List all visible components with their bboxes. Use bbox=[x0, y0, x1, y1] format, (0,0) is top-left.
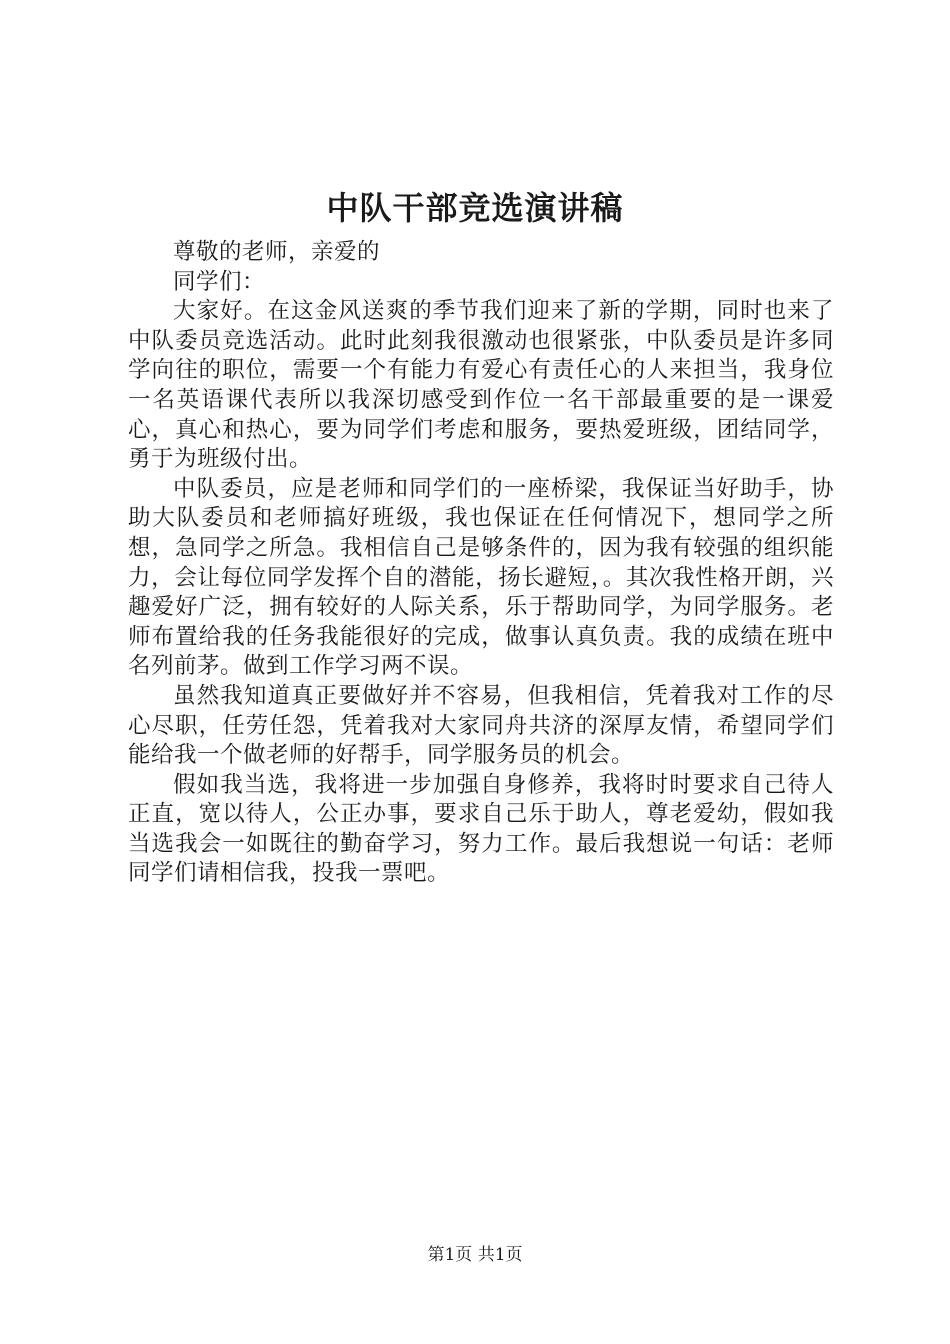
page-footer: 第1页 共1页 bbox=[427, 1245, 523, 1265]
paragraph-commitment: 虽然我知道真正要做好并不容易，但我相信，凭着我对工作的尽心尽职，任劳任怨，凭着我对大家同舟共济的深厚友情，希望同学们能给我一个做老师的好帮手，同学服务员的机会。 bbox=[128, 682, 834, 769]
document-title: 中队干部竞选演讲稿 bbox=[326, 189, 624, 227]
document-body bbox=[128, 238, 834, 889]
paragraph-closing: 假如我当选，我将进一步加强自身修养，我将时时要求自己待人正直，宽以待人，公正办事，要求自己乐于助人，尊老爱幼，假如我当选我会一如既往的勤奋学习，努力工作。最后我想说一句话：老师同学们请相信我，投我一票吧。 bbox=[128, 771, 834, 887]
paragraph-qualifications: 中队委员，应是老师和同学们的一座桥梁，我保证当好助手，协助大队委员和老师搞好班级，我也保证在任何情况下，想同学之所想，急同学之所急。我相信自己是够条件的，因为我有较强的组织能力，会让每位同学发挥个自的潜能，扬长避短，。其次我性格开朗，兴趣爱好广泛，拥有较好的人际关系，乐于帮助同学，为同学服务。老师布置给我的任务我能很好的完成，做事认真负责。我的成绩在班中名列前茅。做到工作学习两不误。 bbox=[128, 475, 834, 680]
salutation-line-1: 尊敬的老师，亲爱的 bbox=[173, 239, 381, 265]
salutation-line-2: 同学们： bbox=[173, 268, 266, 295]
paragraph-intro: 大家好。在这金风送爽的季节我们迎来了新的学期，同时也来了中队委员竞选活动。此时此刻我很激动也很紧张，中队委员是许多同学向往的职位，需要一个有能力有爱心有责任心的人来担当，我身位一名英语课代表所以我深切感受到作位一名干部最重要的是一课爱心，真心和热心，要为同学们考虑和服务，要热爱班级，团结同学，勇于为班级付出。 bbox=[128, 298, 834, 473]
